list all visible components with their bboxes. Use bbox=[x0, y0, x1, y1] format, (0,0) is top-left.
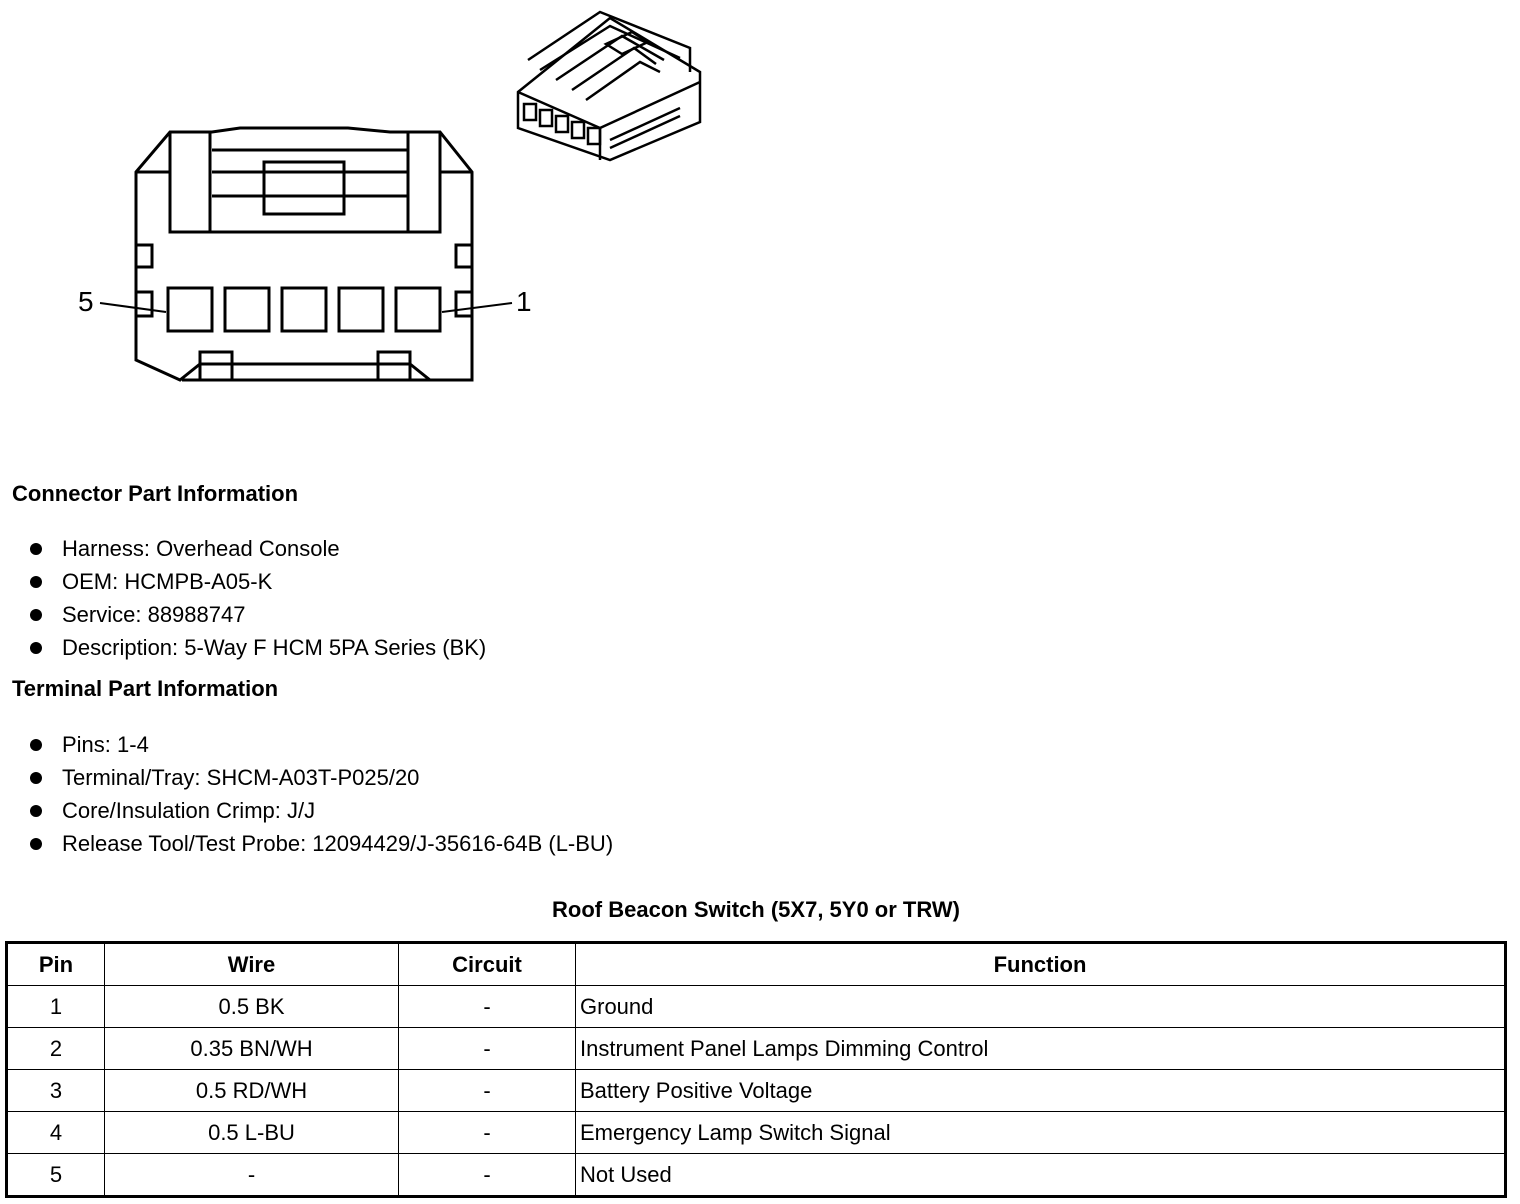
circuit-cell: - bbox=[399, 986, 576, 1028]
pin-cell: 1 bbox=[7, 986, 105, 1028]
column-header-circuit: Circuit bbox=[399, 943, 576, 986]
wire-cell: - bbox=[105, 1154, 399, 1197]
pin-label-1: 1 bbox=[516, 286, 532, 317]
table-row bbox=[7, 1112, 1506, 1154]
list-item: Harness: Overhead Console bbox=[30, 532, 486, 565]
list-item: Core/Insulation Crimp: J/J bbox=[30, 794, 613, 827]
cavity-2 bbox=[339, 288, 383, 331]
connector-isometric-view bbox=[518, 12, 700, 160]
column-header-pin: Pin bbox=[7, 943, 105, 986]
connector-info-title: Connector Part Information bbox=[12, 481, 299, 506]
table-caption: Roof Beacon Switch (5X7, 5Y0 or TRW) bbox=[552, 897, 960, 922]
bullet-icon bbox=[30, 576, 42, 588]
cavity-4 bbox=[225, 288, 269, 331]
function-cell: Ground bbox=[576, 986, 1506, 1028]
list-item: Description: 5-Way F HCM 5PA Series (BK) bbox=[30, 631, 486, 664]
circuit-cell: - bbox=[399, 1154, 576, 1197]
terminal-info-list bbox=[30, 728, 613, 860]
pin-cell: 3 bbox=[7, 1070, 105, 1112]
bullet-icon bbox=[30, 543, 42, 555]
pin-label-5: 5 bbox=[78, 286, 94, 317]
function-cell: Not Used bbox=[576, 1154, 1506, 1197]
function-cell: Emergency Lamp Switch Signal bbox=[576, 1112, 1506, 1154]
column-header-function: Function bbox=[576, 943, 1506, 986]
table-row bbox=[7, 1028, 1506, 1070]
bullet-icon bbox=[30, 838, 42, 850]
wire-cell: 0.5 BK bbox=[105, 986, 399, 1028]
list-item: Terminal/Tray: SHCM-A03T-P025/20 bbox=[30, 761, 613, 794]
connector-diagram bbox=[0, 0, 760, 400]
bullet-icon bbox=[30, 609, 42, 621]
pinout-table bbox=[5, 941, 1507, 1198]
wire-cell: 0.5 RD/WH bbox=[105, 1070, 399, 1112]
wire-cell: 0.35 BN/WH bbox=[105, 1028, 399, 1070]
pin-cell: 2 bbox=[7, 1028, 105, 1070]
pin-cell: 4 bbox=[7, 1112, 105, 1154]
connector-face-view bbox=[100, 128, 512, 380]
bullet-icon bbox=[30, 805, 42, 817]
list-item: OEM: HCMPB-A05-K bbox=[30, 565, 486, 598]
cavity-5 bbox=[168, 288, 212, 331]
circuit-cell: - bbox=[399, 1112, 576, 1154]
list-item: Release Tool/Test Probe: 12094429/J-35616-64B (L-BU) bbox=[30, 827, 613, 860]
function-cell: Instrument Panel Lamps Dimming Control bbox=[576, 1028, 1506, 1070]
wire-cell: 0.5 L-BU bbox=[105, 1112, 399, 1154]
terminal-info-title: Terminal Part Information bbox=[12, 676, 279, 701]
circuit-cell: - bbox=[399, 1028, 576, 1070]
table-row bbox=[7, 986, 1506, 1028]
function-cell: Battery Positive Voltage bbox=[576, 1070, 1506, 1112]
list-item: Service: 88988747 bbox=[30, 598, 486, 631]
circuit-cell: - bbox=[399, 1070, 576, 1112]
pin-cell: 5 bbox=[7, 1154, 105, 1197]
list-item: Pins: 1-4 bbox=[30, 728, 613, 761]
cavity-3 bbox=[282, 288, 326, 331]
cavity-1 bbox=[396, 288, 440, 331]
column-header-wire: Wire bbox=[105, 943, 399, 986]
table-row bbox=[7, 1154, 1506, 1197]
table-row bbox=[7, 1070, 1506, 1112]
connector-info-list bbox=[30, 532, 486, 664]
bullet-icon bbox=[30, 642, 42, 654]
table-header-row bbox=[7, 943, 1506, 986]
bullet-icon bbox=[30, 772, 42, 784]
bullet-icon bbox=[30, 739, 42, 751]
